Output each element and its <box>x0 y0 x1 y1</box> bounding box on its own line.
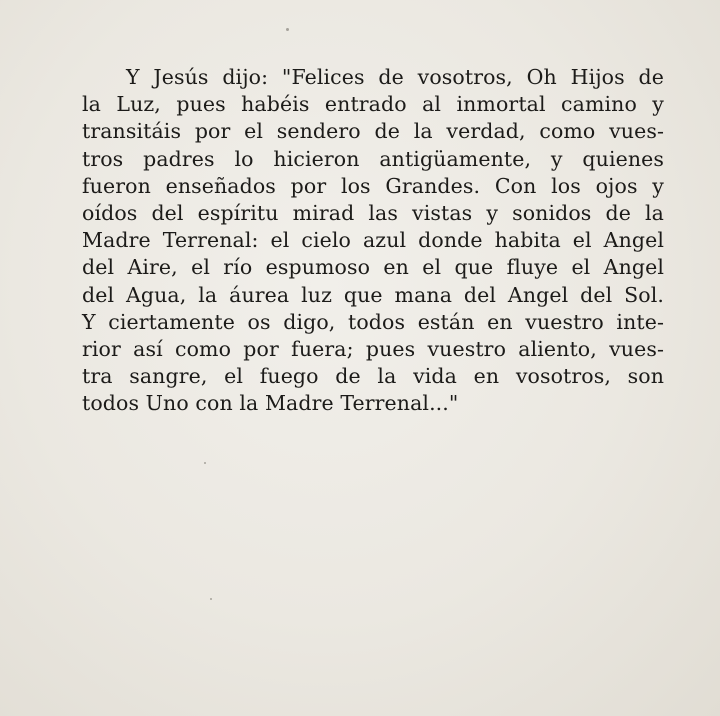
paragraph-line: del Agua, la áurea luz que mana del Angel del Sol. <box>82 282 664 307</box>
paragraph-line: la Luz, pues habéis entrado al inmortal camino y <box>82 92 664 117</box>
paragraph-line: transitáis por el sendero de la verdad, como vues- <box>82 119 664 144</box>
paragraph-line: rior así como por fuera; pues vuestro aliento, vues- <box>82 337 664 362</box>
paper-speck <box>286 28 289 31</box>
paper-speck <box>204 462 206 464</box>
paragraph-line: tros padres lo hicieron antigüamente, y quienes <box>82 146 664 171</box>
paragraph-line: del Aire, el río espumoso en el que fluye el Angel <box>82 255 664 280</box>
paragraph-line: Madre Terrenal: el cielo azul donde habita el Angel <box>82 228 664 253</box>
paper-speck <box>210 598 212 600</box>
paragraph <box>82 64 664 418</box>
paragraph-line: todos Uno con la Madre Terrenal..." <box>82 391 459 416</box>
paragraph-line: tra sangre, el fuego de la vida en vosotros, son <box>82 364 664 389</box>
paragraph-line: Y Jesús dijo: "Felices de vosotros, Oh Hijos de <box>126 65 664 89</box>
paragraph-line: fueron enseñados por los Grandes. Con los ojos y <box>82 173 664 198</box>
paragraph-line: oídos del espíritu mirad las vistas y sonidos de la <box>82 201 664 226</box>
paragraph-line: Y ciertamente os digo, todos están en vuestro inte- <box>82 309 664 334</box>
